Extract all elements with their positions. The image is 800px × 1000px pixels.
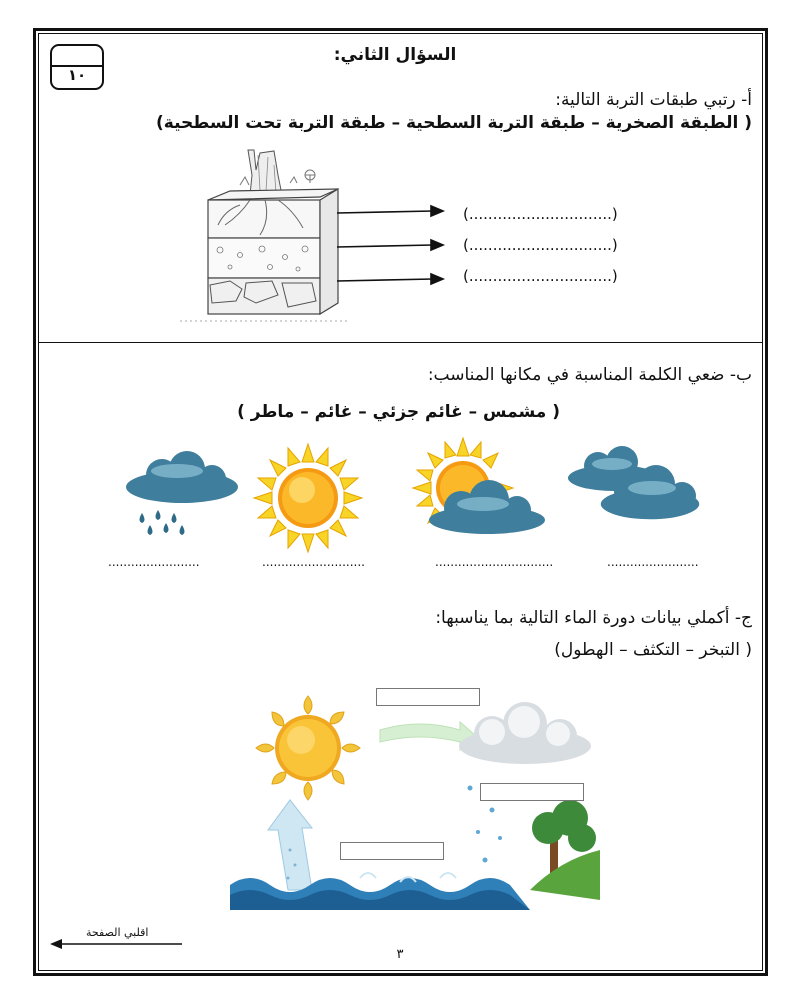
arrow-left-icon — [50, 938, 185, 950]
condensation-label-box[interactable] — [480, 783, 584, 801]
score-value: ١٠ — [67, 66, 87, 84]
precipitation-label-box[interactable] — [340, 842, 444, 860]
weather-blank-3[interactable]: ............................... — [435, 555, 554, 569]
soil-blank-2[interactable]: (..............................) — [463, 236, 618, 254]
part-a-options: ( الطبقة الصخرية – طبقة التربة السطحية – طبقة التربة تحت السطحية) — [156, 113, 752, 133]
question-title: السؤال الثاني: — [333, 45, 457, 65]
section-divider — [38, 342, 763, 343]
page-number: ٣ — [396, 947, 404, 962]
weather-blank-4[interactable]: ........................ — [607, 555, 699, 569]
soil-layers-illustration — [170, 145, 360, 330]
soil-blank-1[interactable]: (..............................) — [463, 205, 618, 223]
partly-cloudy-icon — [405, 438, 555, 548]
layer-arrows — [335, 200, 450, 290]
part-a-instruction: أ- رتبي طبقات التربة التالية: — [555, 90, 752, 110]
part-b-options: ( مشمس – غائم جزئي – غائم – ماطر ) — [237, 402, 560, 422]
evaporation-label-box[interactable] — [376, 688, 480, 706]
rain-cloud-icon — [122, 455, 242, 540]
score-box — [50, 44, 104, 90]
cloudy-icon — [564, 450, 704, 530]
soil-blank-3[interactable]: (..............................) — [463, 267, 618, 285]
weather-blank-2[interactable]: ........................... — [262, 555, 365, 569]
weather-blank-1[interactable]: ........................ — [108, 555, 200, 569]
turn-page-label: اقلبي الصفحة — [86, 926, 149, 939]
part-c-instruction: ج- أكملي بيانات دورة الماء التالية بما يناسبها: — [435, 608, 752, 628]
sun-icon — [252, 442, 364, 554]
water-cycle-illustration — [230, 700, 600, 910]
part-c-options: ( التبخر – التكثف – الهطول) — [554, 640, 752, 660]
part-b-instruction: ب- ضعي الكلمة المناسبة في مكانها المناسب: — [427, 365, 752, 385]
